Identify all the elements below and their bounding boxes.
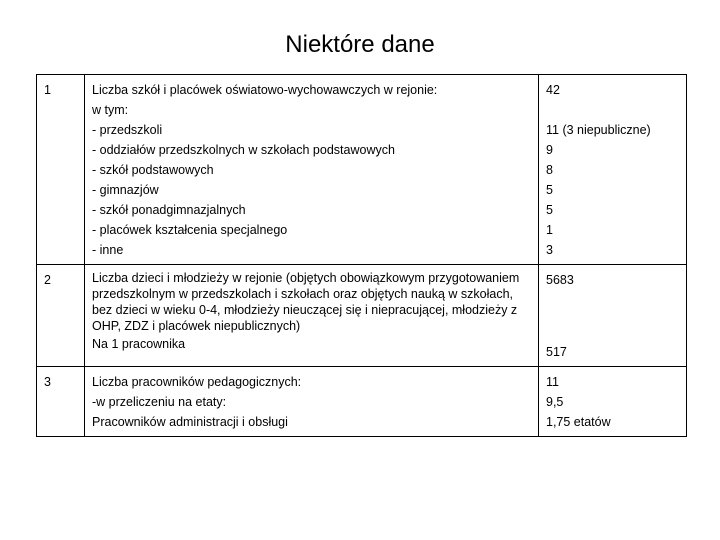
description-line: - przedszkoli	[92, 123, 163, 137]
description-line: - gimnazjów	[92, 183, 159, 197]
row-number: 3	[37, 367, 85, 437]
value-line: 5	[546, 183, 553, 197]
table-row-3	[37, 367, 687, 437]
value-line: 11	[546, 375, 559, 389]
description-line: Pracowników administracji i obsługi	[92, 415, 288, 429]
value-line: 42	[546, 83, 560, 97]
row-description	[85, 265, 539, 367]
value-line: 11 (3 niepubliczne)	[546, 123, 651, 137]
description-line: w tym:	[92, 103, 129, 117]
description-line: - oddziałów przedszkolnych w szkołach podstawowych	[92, 143, 395, 157]
description-line: - placówek kształcenia specjalnego	[92, 223, 288, 237]
page-title: Niektóre dane	[285, 31, 435, 58]
value-line: 9,5	[546, 395, 564, 409]
description-line: Liczba pracowników pedagogicznych:	[92, 375, 302, 389]
value-line: 9	[546, 143, 553, 157]
description-line: Liczba szkół i placówek oświatowo-wychowawczych w rejonie:	[92, 83, 438, 97]
table-row-2	[37, 265, 687, 367]
description-paragraph: Liczba dzieci i młodzieży w rejonie (objętych obowiązkowym przygotowaniem przedszkolnym w przedszkolach i szkołach oraz objętych nauką w szkołach, bez dzieci w wieku 0-4, młodzieży nieuczącej się i niepracującej, młodzieży z OHP, ZDZ i placówek niepublicznych)	[92, 271, 520, 333]
value-line: 5	[546, 203, 553, 217]
description-line: -w przeliczeniu na etaty:	[92, 395, 227, 409]
value-line: 8	[546, 163, 553, 177]
row-number: 1	[37, 75, 85, 265]
row-description	[85, 367, 539, 437]
value-line: 517	[546, 345, 567, 359]
value-line: 3	[546, 243, 553, 257]
value-line: 5683	[546, 273, 574, 287]
data-table	[36, 74, 687, 437]
row-values	[539, 75, 687, 265]
row-number: 2	[37, 265, 85, 367]
row-description	[85, 75, 539, 265]
description-line: - szkół podstawowych	[92, 163, 214, 177]
table-row-1	[37, 75, 687, 265]
description-line: - inne	[92, 243, 124, 257]
description-line: Na 1 pracownika	[92, 337, 186, 351]
value-line: 1,75 etatów	[546, 415, 611, 429]
value-line: 1	[546, 223, 553, 237]
row-values	[539, 367, 687, 437]
row-values	[539, 265, 687, 367]
description-line: - szkół ponadgimnazjalnych	[92, 203, 246, 217]
